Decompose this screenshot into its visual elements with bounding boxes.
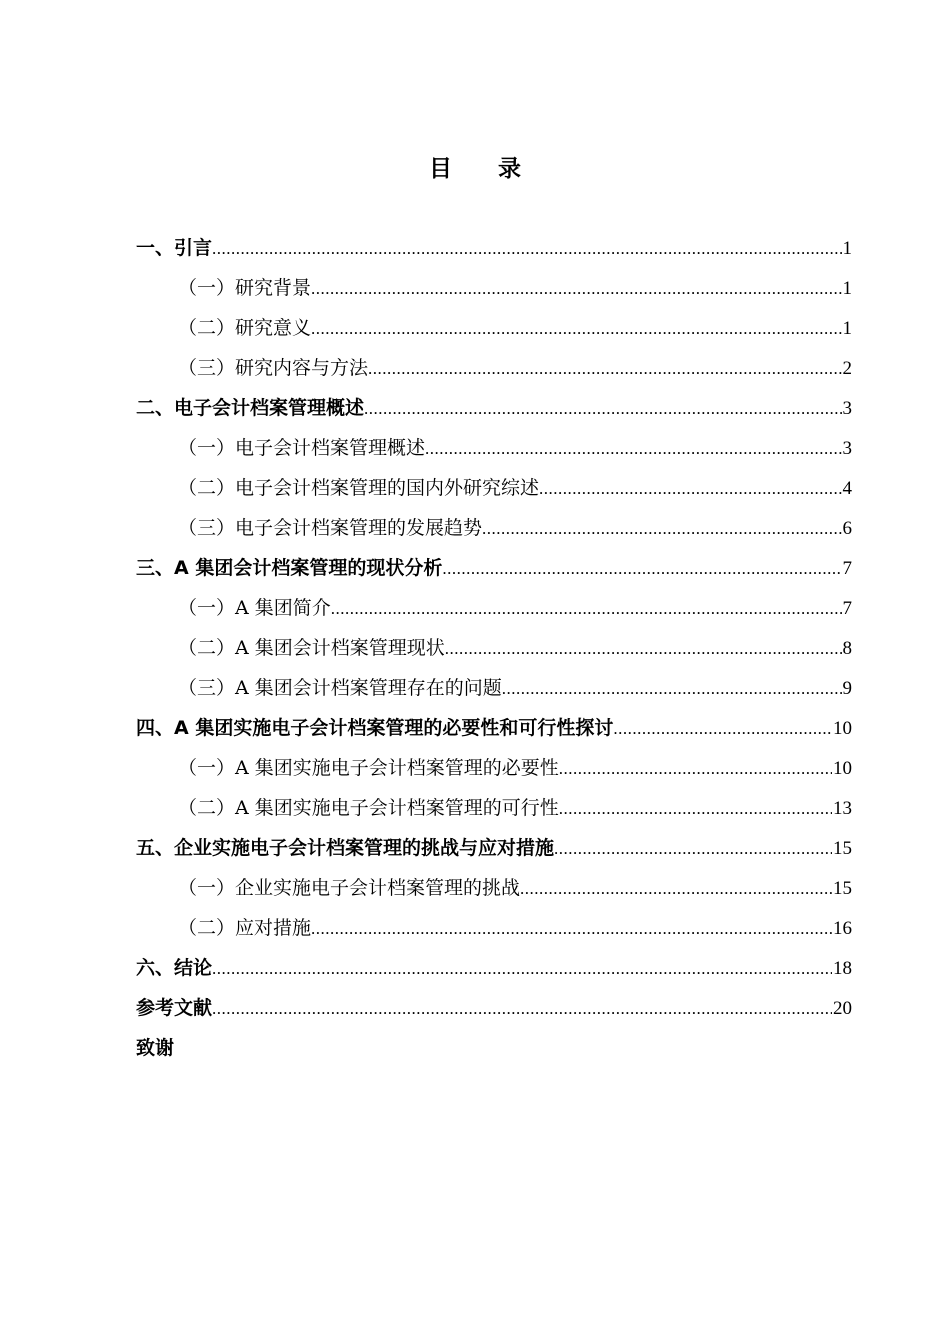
toc-entry-label: （一）电子会计档案管理概述 <box>178 437 426 459</box>
toc-page-number: 4 <box>842 478 852 499</box>
toc-page-number: 3 <box>842 398 852 419</box>
toc-dot-leader <box>559 749 832 789</box>
toc-entry-label: 六、结论 <box>136 957 213 979</box>
toc-dot-leader <box>212 229 841 269</box>
toc-dot-leader <box>368 349 841 389</box>
toc-page-number: 1 <box>842 318 852 339</box>
toc-page-number: 1 <box>842 238 852 259</box>
toc-entry-label: （一）企业实施电子会计档案管理的挑战 <box>178 877 521 899</box>
table-of-contents <box>136 228 852 1068</box>
toc-dot-leader <box>364 389 841 429</box>
toc-chapter-entry[interactable] <box>136 1028 852 1068</box>
toc-section-entry[interactable] <box>136 748 852 788</box>
toc-section-entry[interactable] <box>136 348 852 388</box>
toc-entry-label: （二）应对措施 <box>178 917 312 939</box>
toc-chapter-entry[interactable] <box>136 228 852 268</box>
toc-section-entry[interactable] <box>136 508 852 548</box>
toc-entry-label: 参考文献 <box>136 997 213 1019</box>
toc-section-entry[interactable] <box>136 428 852 468</box>
toc-page-number: 10 <box>833 758 852 779</box>
toc-section-entry[interactable] <box>136 468 852 508</box>
toc-page-number: 3 <box>842 438 852 459</box>
toc-dot-leader <box>539 469 841 509</box>
toc-section-entry[interactable] <box>136 868 852 908</box>
toc-dot-leader <box>212 989 832 1029</box>
toc-dot-leader <box>425 429 841 469</box>
toc-chapter-entry[interactable] <box>136 548 852 588</box>
toc-chapter-entry[interactable] <box>136 388 852 428</box>
toc-dot-leader <box>613 709 832 749</box>
toc-entry-label: 三、A 集团会计档案管理的现状分析 <box>136 557 443 579</box>
toc-dot-leader <box>445 629 842 669</box>
toc-page-number: 10 <box>833 718 852 739</box>
toc-entry-label: 二、电子会计档案管理概述 <box>136 397 365 419</box>
toc-title-char-1: 目 <box>429 156 452 182</box>
toc-page-number: 2 <box>842 358 852 379</box>
toc-dot-leader <box>554 829 832 869</box>
toc-entry-label: （二）A 集团会计档案管理现状 <box>178 637 445 659</box>
toc-dot-leader <box>482 509 841 549</box>
toc-dot-leader <box>520 869 832 909</box>
toc-entry-label: （一）研究背景 <box>178 277 312 299</box>
toc-entry-label: （三）A 集团会计档案管理存在的问题 <box>178 677 502 699</box>
toc-entry-label: （二）电子会计档案管理的国内外研究综述 <box>178 477 540 499</box>
toc-entry-label: 五、企业实施电子会计档案管理的挑战与应对措施 <box>136 837 555 859</box>
toc-entry-label: （二）A 集团实施电子会计档案管理的可行性 <box>178 797 559 819</box>
toc-title-char-2: 录 <box>498 156 521 182</box>
toc-entry-label: （三）研究内容与方法 <box>178 357 369 379</box>
toc-entry-label: （三）电子会计档案管理的发展趋势 <box>178 517 483 539</box>
toc-entry-label: 四、A 集团实施电子会计档案管理的必要性和可行性探讨 <box>136 717 614 739</box>
toc-chapter-entry[interactable] <box>136 708 852 748</box>
toc-page-number: 1 <box>842 278 852 299</box>
toc-section-entry[interactable] <box>136 268 852 308</box>
toc-section-entry[interactable] <box>136 588 852 628</box>
toc-page-number: 20 <box>833 998 852 1019</box>
toc-page-number: 7 <box>842 558 852 579</box>
toc-dot-leader <box>311 309 841 349</box>
toc-entry-label: （二）研究意义 <box>178 317 312 339</box>
toc-dot-leader <box>502 669 842 709</box>
toc-page-number: 16 <box>833 918 852 939</box>
toc-dot-leader <box>559 789 832 829</box>
toc-dot-leader <box>311 269 841 309</box>
toc-page-number: 13 <box>833 798 852 819</box>
toc-dot-leader <box>331 589 842 629</box>
toc-section-entry[interactable] <box>136 628 852 668</box>
toc-dot-leader <box>311 909 832 949</box>
toc-page-number: 7 <box>842 598 852 619</box>
toc-page-number: 15 <box>833 878 852 899</box>
toc-entry-label: （一）A 集团简介 <box>178 597 331 619</box>
toc-section-entry[interactable] <box>136 788 852 828</box>
toc-page-number: 15 <box>833 838 852 859</box>
toc-chapter-entry[interactable] <box>136 948 852 988</box>
toc-section-entry[interactable] <box>136 668 852 708</box>
toc-chapter-entry[interactable] <box>136 988 852 1028</box>
toc-entry-label: 致谢 <box>136 1037 175 1059</box>
toc-dot-leader <box>442 549 841 589</box>
toc-entry-label: （一）A 集团实施电子会计档案管理的必要性 <box>178 757 559 779</box>
toc-chapter-entry[interactable] <box>136 828 852 868</box>
toc-page-number: 9 <box>842 678 852 699</box>
toc-entry-label: 一、引言 <box>136 237 213 259</box>
toc-section-entry[interactable] <box>136 308 852 348</box>
toc-page-number: 18 <box>833 958 852 979</box>
toc-dot-leader <box>212 949 832 989</box>
toc-page-number: 8 <box>842 638 852 659</box>
toc-page-number: 6 <box>842 518 852 539</box>
toc-section-entry[interactable] <box>136 908 852 948</box>
toc-title <box>0 150 950 183</box>
